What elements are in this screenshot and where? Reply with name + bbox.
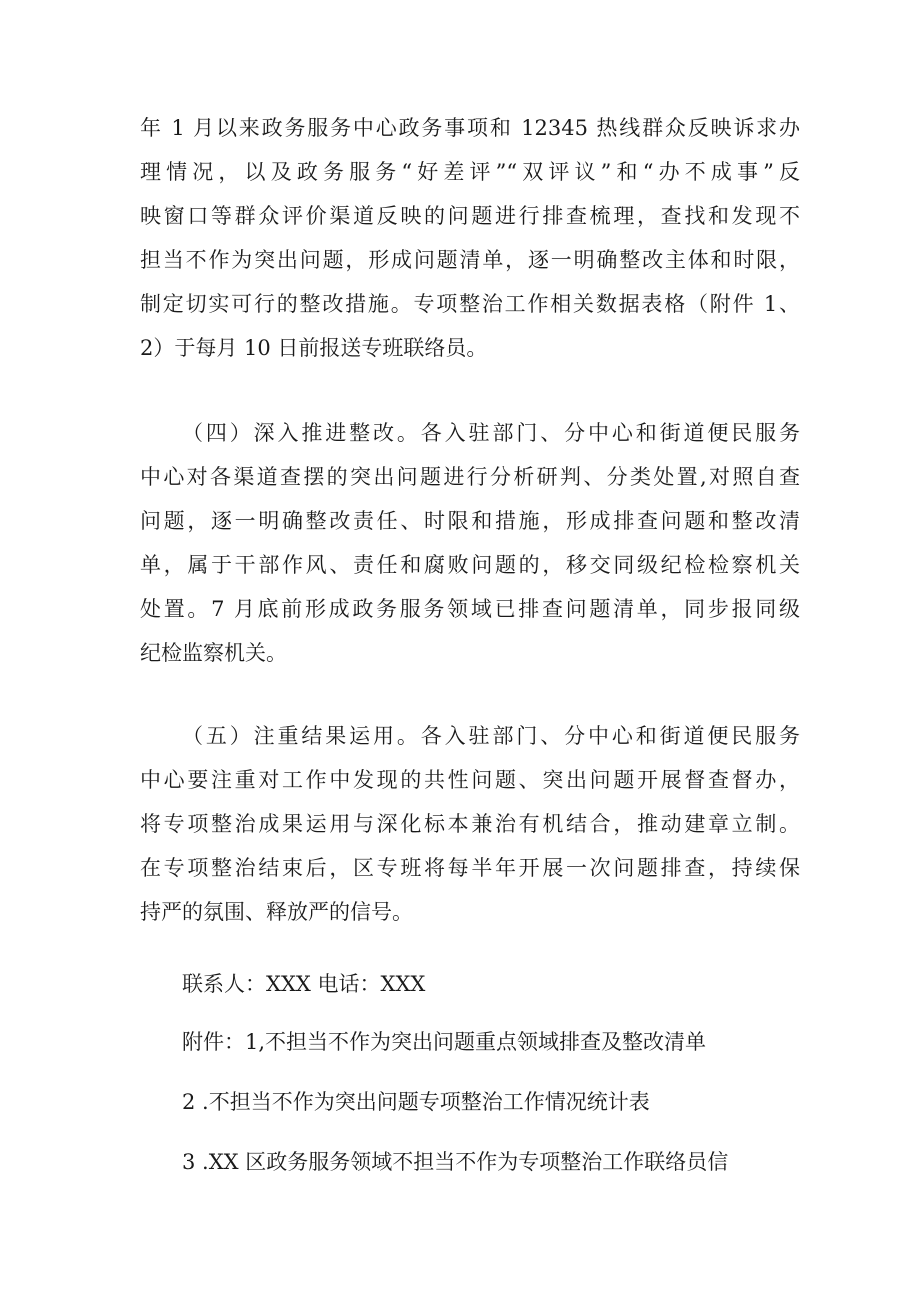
text-line: 在专项整治结束后，区专班将每半年开展一次问题排查，持续保	[140, 856, 800, 880]
text-line: 单，属于干部作风、责任和腐败问题的，移交同级纪检检察机关	[140, 553, 800, 577]
text-line: 中心对各渠道查摆的突出问题进行分析研判、分类处置,对照自查	[140, 465, 800, 489]
attachment-item: 附件：1,不担当不作为突出问题重点领域排查及整改清单	[182, 1030, 707, 1054]
contact-line: 联系人：XXX 电话：XXX	[182, 972, 426, 996]
text-line: （五）注重结果运用。各入驻部门、分中心和街道便民服务	[182, 724, 800, 748]
text-line: 映窗口等群众评价渠道反映的问题进行排查梳理，查找和发现不	[140, 204, 800, 228]
text-line: 纪检监察机关。	[140, 641, 287, 665]
attachment-item: 3 .XX 区政务服务领域不担当不作为专项整治工作联络员信	[182, 1150, 729, 1174]
text-line: 将专项整治成果运用与深化标本兼治有机结合，推动建章立制。	[140, 812, 800, 836]
text-line: 问题，逐一明确整改责任、时限和措施，形成排查问题和整改清	[140, 509, 800, 533]
attachment-item: 2 .不担当不作为突出问题专项整治工作情况统计表	[182, 1090, 650, 1114]
text-line: 处置。7 月底前形成政务服务领域已排查问题清单，同步报同级	[140, 597, 800, 621]
text-line: 2）于每月 10 日前报送专班联络员。	[140, 336, 488, 360]
text-line: 制定切实可行的整改措施。专项整治工作相关数据表格（附件 1、	[140, 292, 800, 316]
paragraph-data-reporting	[140, 106, 800, 370]
text-line: 理情况，以及政务服务“好差评”“双评议”和“办不成事”反	[140, 160, 800, 184]
text-line: （四）深入推进整改。各入驻部门、分中心和街道便民服务	[182, 421, 800, 445]
paragraph-results-application	[140, 714, 800, 934]
text-line: 年 1 月以来政务服务中心政务事项和 12345 热线群众反映诉求办	[140, 116, 800, 140]
text-line: 持严的氛围、释放严的信号。	[140, 900, 413, 924]
text-line: 中心要注重对工作中发现的共性问题、突出问题开展督查督办，	[140, 768, 800, 792]
text-line: 担当不作为突出问题，形成问题清单，逐一明确整改主体和时限，	[140, 248, 800, 272]
paragraph-rectification	[140, 411, 800, 675]
